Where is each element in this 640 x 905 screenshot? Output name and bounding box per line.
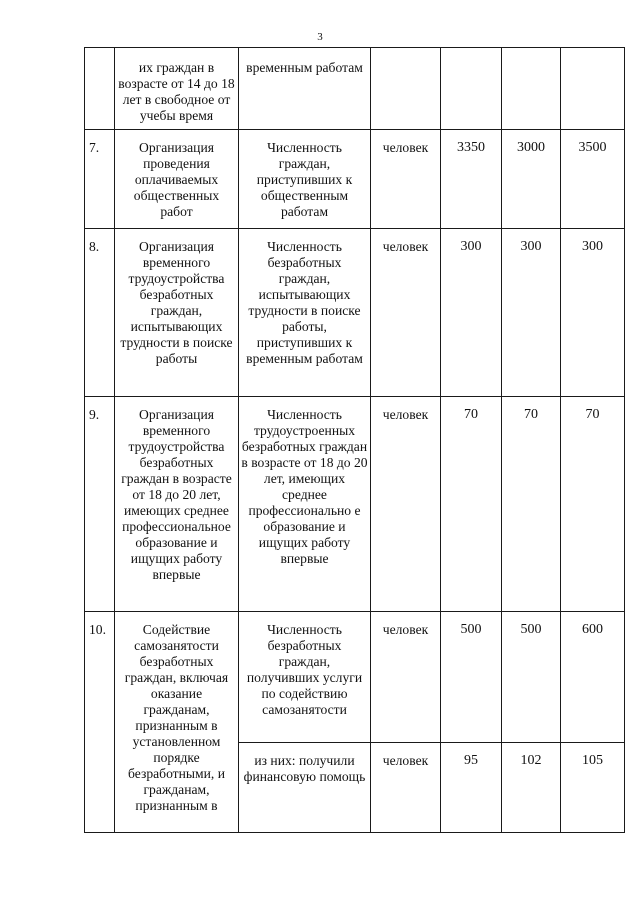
value-cell: 500 bbox=[502, 612, 561, 743]
indicator-cell: Численность граждан, приступивших к общественным работам bbox=[239, 130, 371, 229]
table-row bbox=[85, 229, 625, 397]
value-cell: 105 bbox=[561, 743, 625, 833]
unit-cell: человек bbox=[371, 397, 441, 612]
indicator-cell: из них: получили финансовую помощь bbox=[239, 743, 371, 833]
table-row bbox=[85, 130, 625, 229]
page-number: 3 bbox=[317, 31, 323, 43]
table-row bbox=[85, 48, 625, 130]
value-cell: 70 bbox=[502, 397, 561, 612]
activity-cell: Организация временного трудоустройства безработных граждан в возрасте от 18 до 20 лет, имеющих среднее профессиональное образование и ищущих работу впервые bbox=[115, 397, 239, 612]
value-cell bbox=[561, 48, 625, 130]
activity-cell: Содействие самозанятости безработных граждан, включая оказание гражданам, признанным в установленном порядке безработными, и гражданам, признанным в bbox=[115, 612, 239, 833]
row-number bbox=[85, 48, 115, 130]
unit-cell bbox=[371, 48, 441, 130]
indicator-cell: Численность трудоустроенных безработных граждан в возрасте от 18 до 20 лет, имеющих среднее профессионально е образование и ищущих работу впервые bbox=[239, 397, 371, 612]
value-cell: 102 bbox=[502, 743, 561, 833]
unit-cell: человек bbox=[371, 743, 441, 833]
value-cell: 95 bbox=[441, 743, 502, 833]
unit-cell: человек bbox=[371, 130, 441, 229]
unit-cell: человек bbox=[371, 229, 441, 397]
value-cell: 3500 bbox=[561, 130, 625, 229]
indicator-cell: Численность безработных граждан, испытывающих трудности в поиске работы, приступивших к временным работам bbox=[239, 229, 371, 397]
unit-cell: человек bbox=[371, 612, 441, 743]
activity-cell: Организация проведения оплачиваемых общественных работ bbox=[115, 130, 239, 229]
value-cell bbox=[441, 48, 502, 130]
value-cell: 300 bbox=[561, 229, 625, 397]
activity-cell: Организация временного трудоустройства безработных граждан, испытывающих трудности в поиске работы bbox=[115, 229, 239, 397]
value-cell: 70 bbox=[561, 397, 625, 612]
row-number: 10. bbox=[85, 612, 115, 833]
table-row bbox=[85, 612, 625, 743]
value-cell bbox=[502, 48, 561, 130]
value-cell: 500 bbox=[441, 612, 502, 743]
value-cell: 70 bbox=[441, 397, 502, 612]
row-number: 8. bbox=[85, 229, 115, 397]
value-cell: 300 bbox=[441, 229, 502, 397]
value-cell: 3350 bbox=[441, 130, 502, 229]
program-indicators-table bbox=[84, 47, 625, 833]
value-cell: 3000 bbox=[502, 130, 561, 229]
row-number: 9. bbox=[85, 397, 115, 612]
indicator-cell: Численность безработных граждан, получивших услуги по содействию самозанятости bbox=[239, 612, 371, 743]
row-number: 7. bbox=[85, 130, 115, 229]
indicator-cell: временным работам bbox=[239, 48, 371, 130]
activity-cell: их граждан в возрасте от 14 до 18 лет в свободное от учебы время bbox=[115, 48, 239, 130]
value-cell: 600 bbox=[561, 612, 625, 743]
value-cell: 300 bbox=[502, 229, 561, 397]
table-row bbox=[85, 397, 625, 612]
